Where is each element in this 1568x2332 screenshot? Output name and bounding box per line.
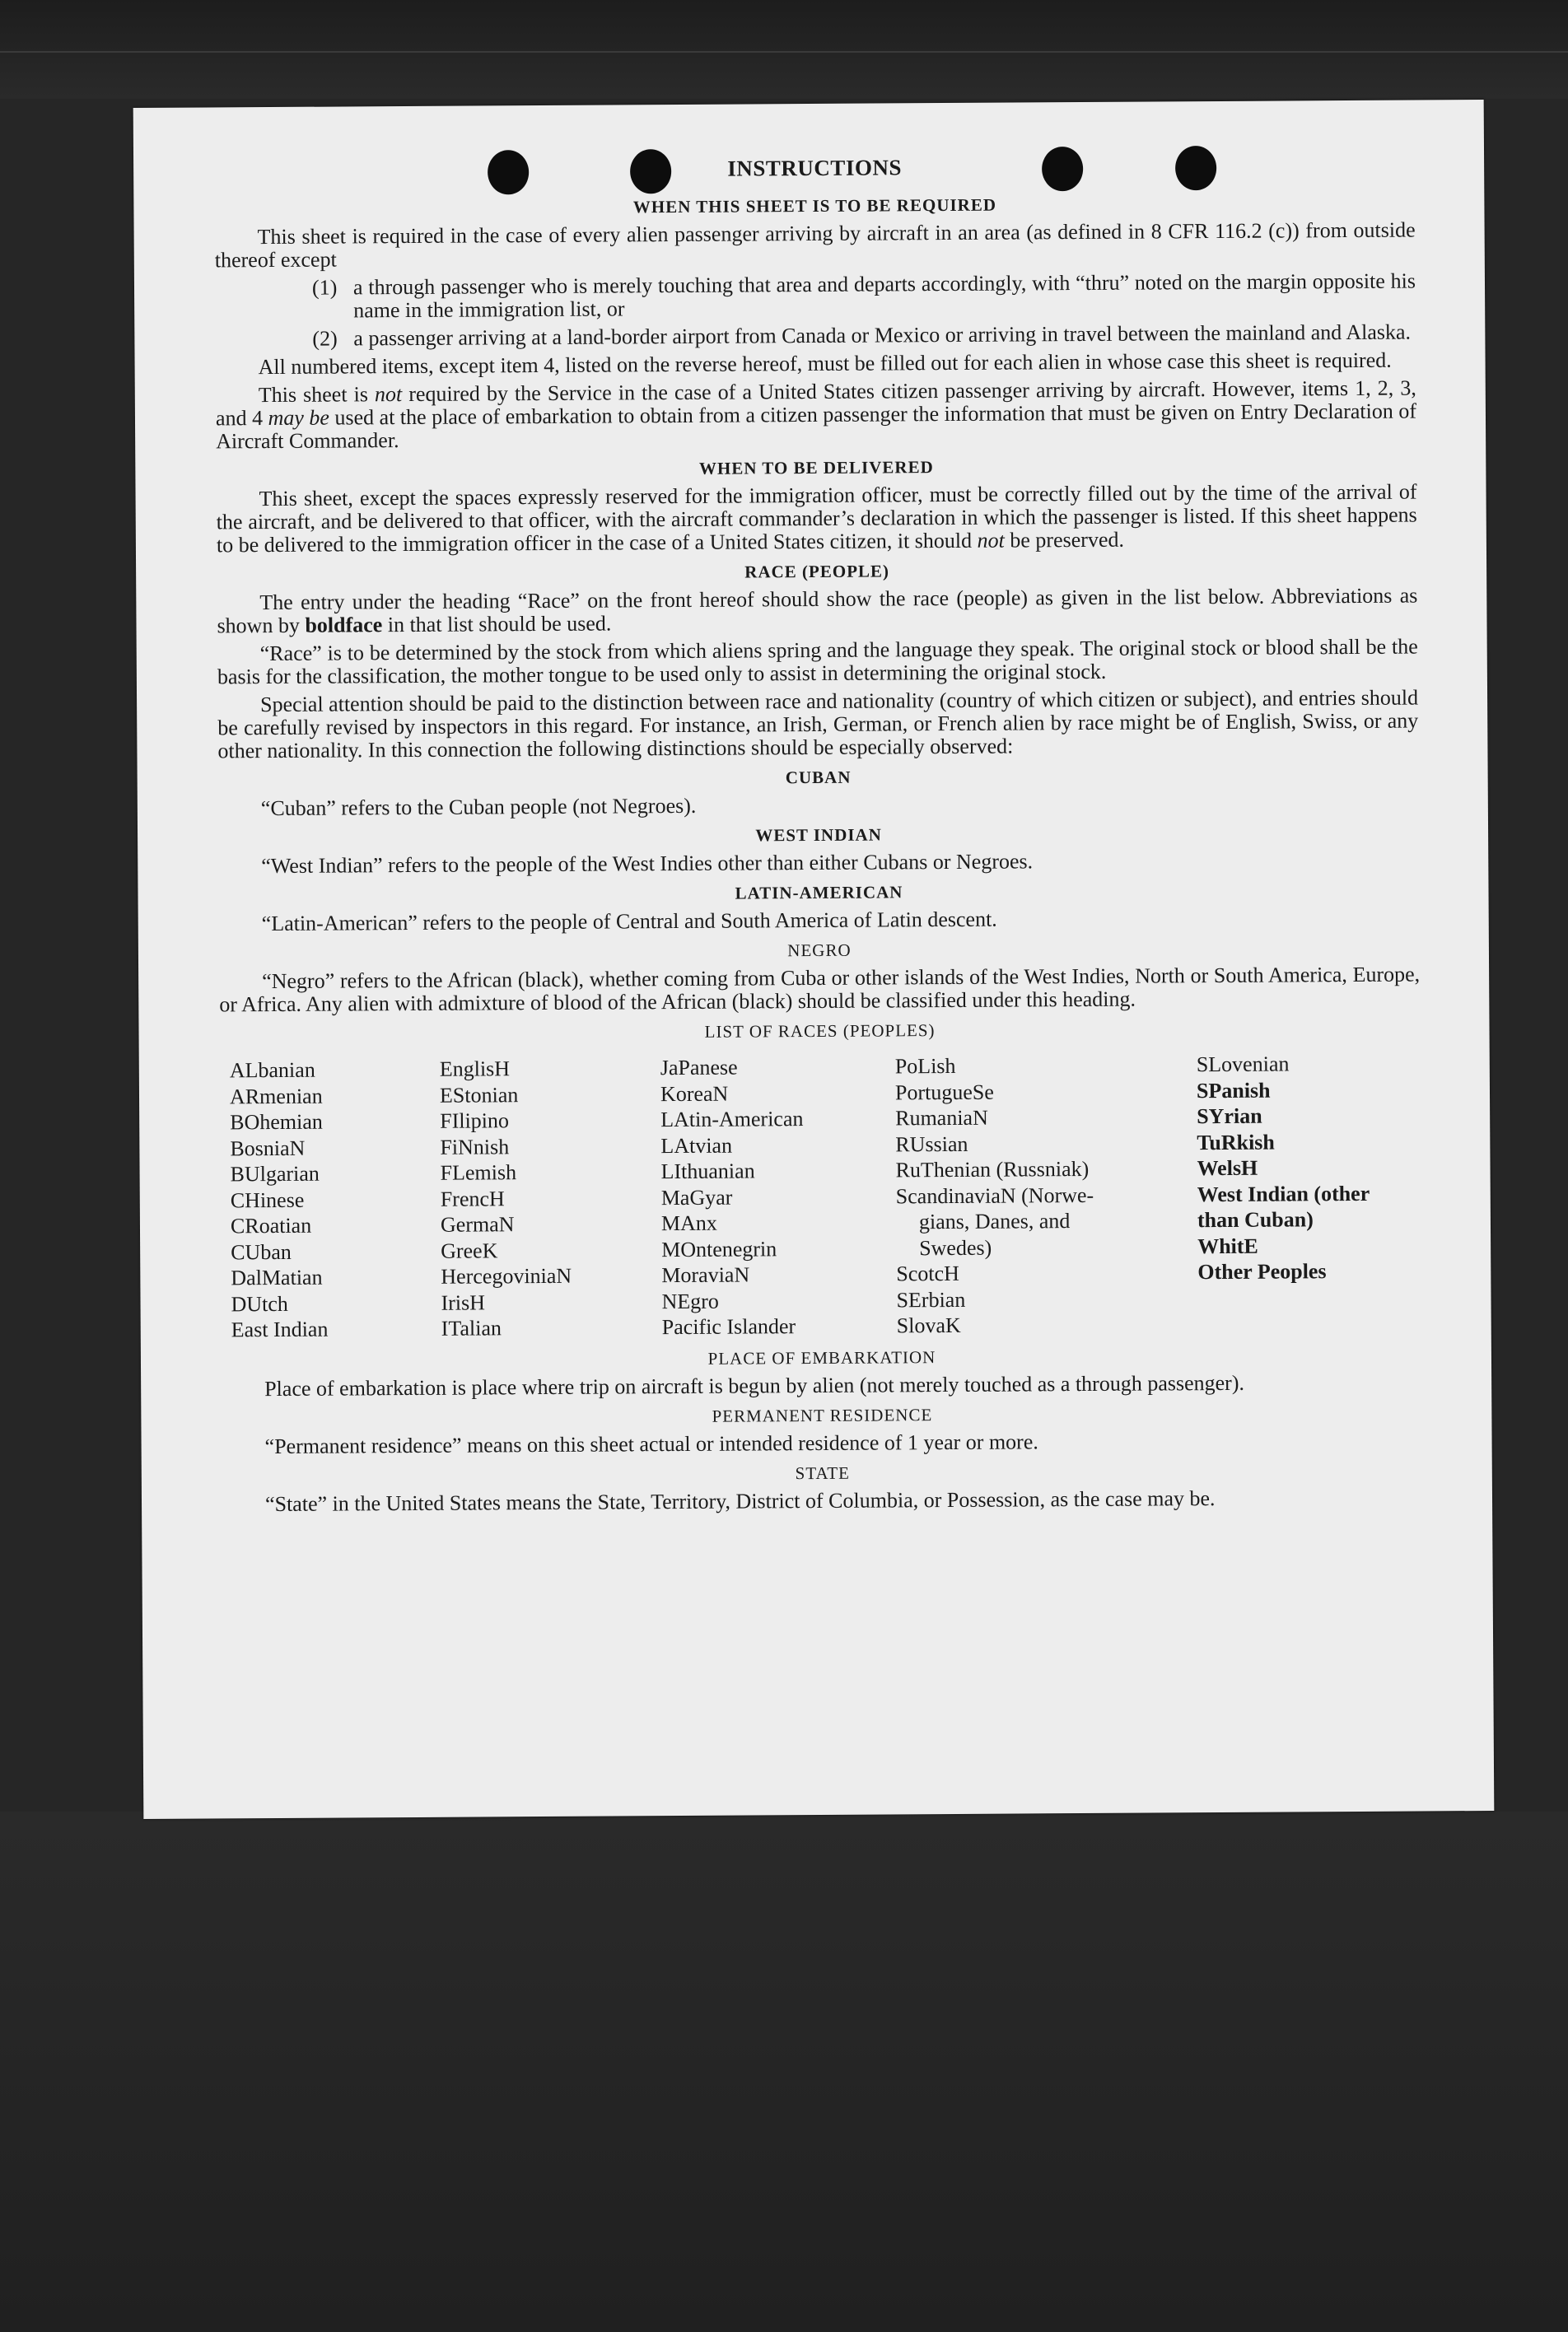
section-heading-list-of-races: LIST OF RACES (PEOPLES) xyxy=(704,1020,936,1042)
race-list-item: Pacific Islander xyxy=(661,1314,796,1340)
paragraph-negro: “Negro” refers to the African (black), whether coming from Cuba or other islands of the West Indies, North or South America, Europe, or Africa. Any alien with admixture of blood of the African (black) should be classified under this heading. xyxy=(219,962,1421,1017)
section-heading-west-indian: WEST INDIAN xyxy=(755,824,882,846)
section-heading-when-required: WHEN THIS SHEET IS TO BE REQUIRED xyxy=(632,194,997,217)
race-list-item: DalMatian xyxy=(231,1265,323,1290)
race-list-item: MOntenegrin xyxy=(661,1236,777,1262)
race-list-column xyxy=(440,1055,662,1341)
race-list-item: Other Peoples xyxy=(1197,1259,1327,1285)
race-list-item: ITalian xyxy=(441,1316,502,1341)
film-border-bottom xyxy=(0,1812,1568,2332)
list-item xyxy=(312,321,1416,351)
section-heading-place-of-embarkation: PLACE OF EMBARKATION xyxy=(707,1346,936,1369)
race-list-item: ScotcH xyxy=(896,1261,959,1286)
list-item-text: a passenger arriving at a land-border airport from Canada or Mexico or arriving in travel between the mainland and Alaska. xyxy=(353,319,1412,351)
list-item-number: (2) xyxy=(312,326,338,351)
race-list-item: SlovaK xyxy=(896,1313,961,1338)
paragraph-citizen-passenger: This sheet is not required by the Service in the case of a United States citizen passenger arriving by aircraft. However, items 1, 2, 3, and 4 may be used at the place of embarkation to obtain from a citizen passenger the information that must be given on Entry Declaration of Aircraft Commander. xyxy=(215,375,1417,454)
section-heading-permanent-residence: PERMANENT RESIDENCE xyxy=(712,1404,933,1426)
race-list-item: Swedes) xyxy=(919,1235,992,1260)
race-list-item: PortugueSe xyxy=(894,1080,994,1104)
race-list-item: SLovenian xyxy=(1196,1052,1290,1077)
race-list-item: FIlipino xyxy=(440,1108,510,1133)
race-list-item: LAtin-American xyxy=(660,1107,804,1132)
section-heading-race: RACE (PEOPLE) xyxy=(744,561,890,582)
race-list-column xyxy=(895,1052,1198,1339)
race-list-column xyxy=(1197,1051,1412,1337)
race-list-item: EStonian xyxy=(439,1082,519,1108)
race-list-item: DUtch xyxy=(231,1291,288,1316)
race-list-item: FiNnish xyxy=(440,1134,510,1159)
section-heading-negro: NEGRO xyxy=(787,940,852,961)
race-list-item: CRoatian xyxy=(230,1213,312,1238)
paragraph-place-of-embarkation: Place of embarkation is place where trip on aircraft is begun by alien (not merely touched as a through passenger). xyxy=(264,1370,1245,1401)
race-list-item: TuRkish xyxy=(1197,1130,1275,1154)
race-list-item: BosniaN xyxy=(230,1136,306,1160)
race-list-item: CHinese xyxy=(230,1187,305,1212)
race-list-item: KoreaN xyxy=(660,1081,729,1106)
race-list-item: RuThenian (Russniak) xyxy=(895,1156,1090,1182)
film-border-top xyxy=(0,0,1568,99)
race-list-item: EnglisH xyxy=(439,1056,511,1081)
document-body xyxy=(214,153,1423,1521)
race-list-column xyxy=(660,1053,897,1340)
paragraph-permanent-residence: “Permanent residence” means on this sheet actual or intended residence of 1 year or more. xyxy=(264,1429,1038,1458)
race-list-item: ALbanian xyxy=(229,1057,315,1083)
race-list-item: SPanish xyxy=(1196,1078,1271,1103)
race-list-item: IrisH xyxy=(441,1290,486,1315)
race-list-item: East Indian xyxy=(231,1317,329,1342)
paragraph-when-delivered: This sheet, except the spaces expressly reserved for the immigration officer, must be correctly filled out by the time of the arrival of the aircraft, and be delivered to that officer, with the aircraft commander’s declaration in which the passenger is listed. If this sheet happens to be delivered to the immigration officer in the case of a United States citizen, it should not be preserved. xyxy=(216,479,1417,557)
paragraph-when-required-intro: This sheet is required in the case of every alien passenger arriving by aircraft in an area (as defined in 8 CFR 116.2 (c)) from outside thereof except xyxy=(214,217,1416,273)
race-list-item: ARmenian xyxy=(229,1084,323,1108)
race-list-item: CUban xyxy=(231,1239,292,1264)
race-list-item: SYrian xyxy=(1197,1103,1262,1129)
list-item-text: a through passenger who is merely touching that area and departs accordingly, with “thru” noted on the margin opposite his name in the immigration list, or xyxy=(352,268,1416,323)
race-list-item: PoLish xyxy=(894,1053,956,1079)
paragraph-cuban: “Cuban” refers to the Cuban people (not Negroes). xyxy=(260,793,697,821)
race-list-item: SErbian xyxy=(896,1287,966,1312)
film-scratch-line xyxy=(0,51,1568,53)
paragraph-race-stock: “Race” is to be determined by the stock from which aliens spring and the language they speak. The original stock or blood shall be the basis for the classification, the mother tongue to be used only to assist in determining the original stock. xyxy=(217,634,1418,689)
race-list-column xyxy=(230,1056,441,1343)
race-list-item: BUlgarian xyxy=(230,1161,320,1187)
paragraph-state: “State” in the United States means the State, Territory, District of Columbia, or Possession, as the case may be. xyxy=(264,1485,1216,1516)
section-heading-state: STATE xyxy=(795,1462,851,1483)
race-list-item: WhitE xyxy=(1197,1234,1258,1258)
section-heading-latin-american: LATIN-AMERICAN xyxy=(735,882,903,903)
race-list-item: NEgro xyxy=(661,1289,719,1313)
race-list-item: FrencH xyxy=(440,1186,505,1211)
race-list-item: RumaniaN xyxy=(895,1105,988,1131)
race-list-item: LAtvian xyxy=(660,1133,733,1158)
paragraph-race-entry: The entry under the heading “Race” on the front hereof should show the race (people) as given in the list below. Abbreviations as shown by boldface in that list should be used. xyxy=(217,583,1418,638)
race-list-table xyxy=(230,1051,1422,1343)
race-list-item: JaPanese xyxy=(660,1055,738,1080)
race-list-item: MAnx xyxy=(660,1210,717,1236)
race-list-item: LIthuanian xyxy=(660,1159,755,1184)
list-item xyxy=(312,270,1416,323)
race-list-item: HercegoviniaN xyxy=(441,1263,572,1289)
section-heading-cuban: CUBAN xyxy=(785,767,852,788)
section-heading-when-delivered: WHEN TO BE DELIVERED xyxy=(698,457,934,478)
race-list-item: West Indian (other xyxy=(1197,1181,1370,1206)
document-page xyxy=(133,100,1495,1819)
paragraph-numbered-items: All numbered items, except item 4, listed on the reverse hereof, must be filled out for each alien in whose case this sheet is required. xyxy=(258,347,1392,380)
race-list-item: gians, Danes, and xyxy=(918,1209,1071,1234)
race-list-item: WelsH xyxy=(1197,1155,1258,1181)
paragraph-race-nationality: Special attention should be paid to the distinction between race and nationality (country of which citizen or subject), and entries should be carefully revised by inspectors in this regard. For instance, an Irish, German, or French alien by race might be of English, Swiss, or any other nationality. In this connection the following distinctions should be especially observed: xyxy=(217,685,1419,763)
race-list-item: ScandinaviaN (Norwe- xyxy=(895,1182,1094,1208)
race-list-item: GermaN xyxy=(440,1212,515,1237)
race-list-item: BOhemian xyxy=(230,1109,323,1135)
race-list-item: FLemish xyxy=(440,1160,517,1185)
race-list-item: GreeK xyxy=(441,1238,498,1263)
race-list-item: RUssian xyxy=(895,1131,968,1156)
paragraph-west-indian: “West Indian” refers to the people of the West Indies other than either Cubans or Negroes. xyxy=(261,849,1034,879)
page-title: INSTRUCTIONS xyxy=(727,155,903,181)
race-list-item: MaGyar xyxy=(660,1185,733,1210)
list-item-number: (1) xyxy=(311,275,338,300)
race-list-item: MoraviaN xyxy=(661,1262,750,1288)
race-list-item: than Cuban) xyxy=(1197,1207,1314,1233)
paragraph-latin-american: “Latin-American” refers to the people of Central and South America of Latin descent. xyxy=(261,907,997,936)
